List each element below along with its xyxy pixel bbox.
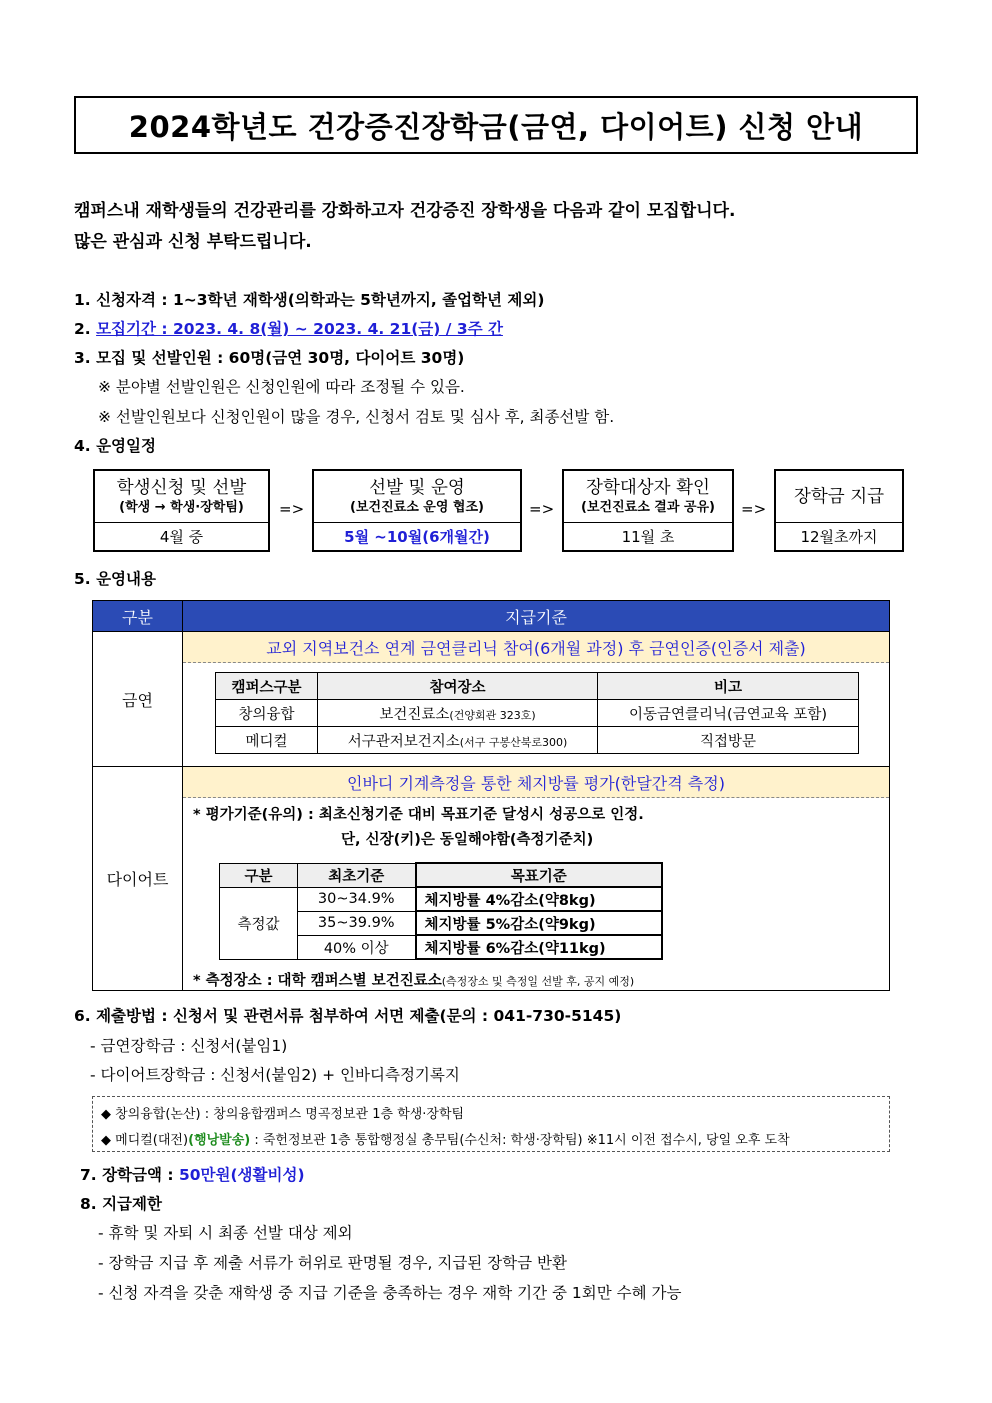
schedule-step-3-date: 11월 초: [621, 528, 675, 546]
smoking-label: 금연: [93, 632, 183, 767]
schedule-step-2: [312, 469, 522, 552]
schedule-step-4: [774, 469, 904, 552]
smoking-note: 이동금연클리닉(금연교육 포함): [598, 700, 859, 727]
submission-heading: 6. 제출방법 : 신청서 및 관련서류 첨부하여 서면 제출(문의 : 041-730-5145): [74, 1007, 622, 1025]
schedule-arrow-3: =>: [741, 500, 767, 518]
smoking-criteria: [183, 632, 890, 767]
smoking-campus: 창의융합: [216, 700, 318, 727]
smoking-th-campus: 캠퍼스구분: [216, 673, 318, 700]
schedule-step-2-sub: (보건진료소 운영 협조): [350, 499, 484, 515]
recruit-period: [74, 317, 503, 339]
smoking-place: [318, 727, 598, 754]
submission-line-2: - 다이어트장학금 : 신청서(붙임2) + 인바디측정기록지: [90, 1066, 460, 1084]
diet-row-label: 측정값: [220, 887, 298, 959]
schedule-step-4-date: 12월초까지: [800, 528, 878, 546]
limits-line-3: - 신청 자격을 갖춘 재학생 중 지급 기준을 충족하는 경우 재학 기간 중 1회만 수혜 가능: [98, 1284, 682, 1302]
diet-base: 30~34.9%: [298, 887, 416, 911]
selection-note-2: ※ 선발인원보다 신청인원이 많을 경우, 신청서 검토 및 심사 후, 최종선발 함.: [98, 408, 615, 426]
schedule-arrow-1: =>: [279, 500, 305, 518]
smoking-note: 직접방문: [598, 727, 859, 754]
smoking-place-detail: (서구 구봉산북로300): [459, 735, 568, 749]
scholarship-amount-label: 7. 장학금액 :: [80, 1166, 179, 1184]
submission-location-box: [92, 1096, 890, 1152]
schedule-step-3-sub: (보건진료소 결과 공유): [581, 499, 715, 515]
submission-location-2-detail: : 죽헌정보관 1층 통합행정실 총무팀(수신처: 학생·장학팀) ※11시 이전 접수시, 당일 오후 도착: [250, 1133, 790, 1148]
smoking-place-table: [215, 672, 859, 754]
table-row: [216, 700, 859, 727]
smoking-th-place: 참여장소: [318, 673, 598, 700]
criteria-table: [92, 600, 890, 991]
schedule-step-3: [562, 469, 734, 552]
smoking-place-detail: (건양회관 323호): [449, 708, 536, 722]
diet-base: 40% 이상: [298, 935, 416, 959]
schedule-step-1: [93, 469, 270, 552]
table-row: [216, 727, 859, 754]
limits-heading: 8. 지급제한: [80, 1195, 162, 1213]
submission-location-2-campus: ◆ 메디컬(대전): [101, 1133, 189, 1148]
limits-line-2: - 장학금 지급 후 제출 서류가 허위로 판명될 경우, 지급된 장학금 반환: [98, 1254, 567, 1272]
diet-place-detail: (측정장소 및 측정일 선발 후, 공지 예정): [441, 975, 635, 988]
diet-place-text: * 측정장소 : 대학 캠퍼스별 보건진료소: [193, 973, 442, 989]
diet-band: 인바디 기계측정을 통한 체지방률 평가(한달간격 측정): [183, 767, 889, 798]
diet-goal: 체지방률 6%감소(약11kg): [416, 935, 663, 959]
smoking-band: 교외 지역보건소 연계 금연클리닉 참여(6개월 과정) 후 금연인증(인증서 제출): [183, 632, 889, 663]
diet-criteria-1: * 평가기준(유의) : 최초신청기준 대비 목표기준 달성시 성공으로 인정.: [193, 807, 644, 823]
recruit-period-number: 2.: [74, 320, 97, 338]
intro-line-2: 많은 관심과 신청 부탁드립니다.: [74, 232, 312, 252]
diet-th-goal: 목표기준: [416, 863, 663, 887]
diet-goal-table: [219, 862, 663, 960]
diet-goal: 체지방률 5%감소(약9kg): [416, 911, 663, 935]
submission-line-1: - 금연장학금 : 신청서(붙임1): [90, 1037, 288, 1055]
submission-location-2: [101, 1129, 790, 1148]
diet-criteria: [183, 767, 890, 991]
schedule-step-1-sub: (학생 → 학생·장학팀): [119, 499, 244, 515]
submission-location-1: ◆ 창의융합(논산) : 창의융합캠퍼스 명곡정보관 1층 학생·장학팀: [101, 1107, 465, 1122]
smoking-th-note: 비고: [598, 673, 859, 700]
limits-line-1: - 휴학 및 자퇴 시 최종 선발 대상 제외: [98, 1224, 353, 1242]
eligibility: 1. 신청자격 : 1~3학년 재학생(의학과는 5학년까지, 졸업학년 제외): [74, 291, 545, 309]
schedule-step-2-date: 5월 ~10월(6개월간): [344, 528, 490, 546]
page-title: 2024학년도 건강증진장학금(금연, 다이어트) 신청 안내: [74, 96, 918, 154]
table-row: [220, 887, 663, 911]
smoking-campus: 메디컬: [216, 727, 318, 754]
diet-goal: 체지방률 4%감소(약8kg): [416, 887, 663, 911]
smoking-place: [318, 700, 598, 727]
criteria-header-standard: 지급기준: [183, 601, 890, 632]
diet-th-base: 최초기준: [298, 863, 416, 887]
scholarship-amount-value: 50만원(생활비성): [178, 1166, 305, 1184]
intro: [74, 196, 914, 258]
schedule-arrow-2: =>: [529, 500, 555, 518]
schedule-step-1-title: 학생신청 및 선발: [116, 477, 247, 498]
criteria-header-category: 구분: [93, 601, 183, 632]
diet-th-category: 구분: [220, 863, 298, 887]
submission-location-2-method: (행낭발송): [188, 1133, 251, 1148]
recruit-period-text: 모집기간 : 2023. 4. 8(월) ~ 2023. 4. 21(금) / 3주 간: [96, 320, 503, 338]
diet-label: 다이어트: [93, 767, 183, 991]
selection-count: 3. 모집 및 선발인원 : 60명(금연 30명, 다이어트 30명): [74, 349, 465, 367]
intro-line-1: 캠퍼스내 재학생들의 건강관리를 강화하고자 건강증진 장학생을 다음과 같이 모집합니다.: [74, 201, 736, 221]
diet-place: [193, 969, 889, 990]
diet-base: 35~39.9%: [298, 911, 416, 935]
content-heading: 5. 운영내용: [74, 570, 156, 588]
schedule-step-3-title: 장학대상자 확인: [586, 477, 710, 498]
scholarship-amount: [80, 1163, 305, 1185]
schedule-step-1-date: 4월 중: [159, 528, 204, 546]
schedule-heading: 4. 운영일정: [74, 437, 156, 455]
smoking-place-name: 보건진료소: [379, 706, 450, 723]
selection-note-1: ※ 분야별 선발인원은 신청인원에 따라 조정될 수 있음.: [98, 378, 465, 396]
schedule-step-4-title: 장학금 지급: [793, 486, 885, 507]
schedule-step-2-title: 선발 및 운영: [369, 477, 465, 498]
smoking-place-name: 서구관저보건지소: [347, 733, 460, 750]
diet-criteria-2: 단, 신장(키)은 동일해야함(측정기준치): [341, 832, 594, 848]
